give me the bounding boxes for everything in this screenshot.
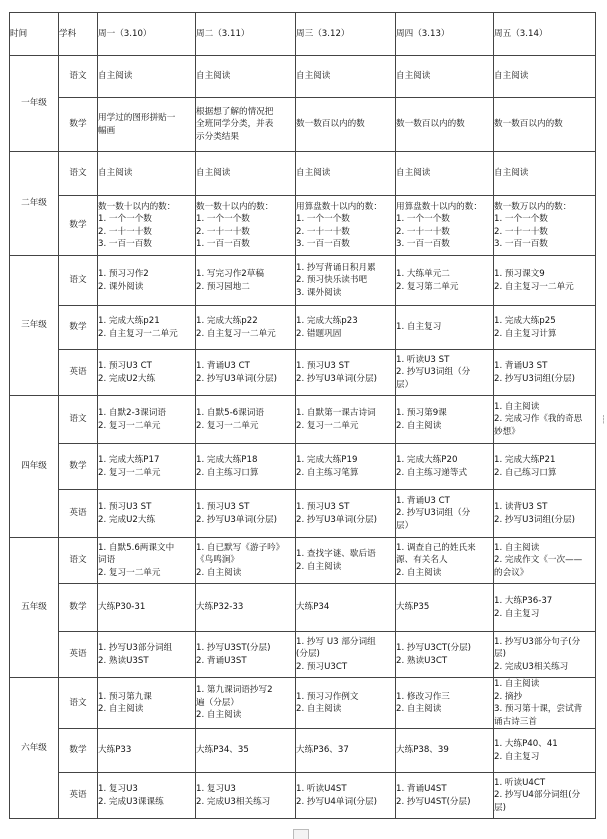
homework-item: 2. 自主练习口算: [196, 467, 259, 478]
table-row: [10, 584, 596, 632]
table-row: [10, 98, 596, 152]
homework-item: 1. 预习课文9: [494, 269, 545, 279]
homework-item: 2. 抄写U4单词(分层): [296, 796, 377, 807]
homework-cell: [196, 56, 296, 98]
homework-cell: [494, 350, 596, 396]
homework-cell: [296, 584, 396, 632]
homework-cell: [98, 729, 196, 773]
subject-label: 语文: [59, 152, 98, 196]
homework-item: 2. 抄写U3词组(分层): [494, 514, 575, 525]
homework-item: 2. 自己练习口算: [494, 467, 557, 478]
homework-item: 2. 自主阅读: [296, 561, 342, 572]
homework-item: 2. 错题巩固: [296, 328, 342, 339]
homework-item: 2. 完成U3相关练习: [494, 661, 569, 672]
grade-2-label: 二年级: [10, 152, 59, 256]
homework-item: 2. 抄写U4ST(分层): [396, 796, 471, 807]
homework-cell: [196, 632, 296, 678]
homework-item: 1. 完成大练p21: [98, 316, 160, 326]
homework-item: 2. 自主阅读: [296, 704, 342, 714]
homework-item: 1. 背诵U3 CT: [196, 361, 250, 371]
homework-cell: [196, 256, 296, 306]
homework-item: 2. 一十一十数: [296, 226, 350, 237]
homework-cell: [98, 584, 196, 632]
homework-cell: [494, 98, 596, 152]
homework-cell: [494, 632, 596, 678]
homework-item: 1. 预习U3 ST: [296, 361, 350, 371]
homework-cell: [98, 632, 196, 678]
homework-item: 自主阅读: [98, 168, 133, 179]
homework-cell: [296, 632, 396, 678]
homework-cell: [494, 56, 596, 98]
subject-label: 英语: [59, 632, 98, 678]
homework-item: 自主阅读: [396, 168, 431, 179]
homework-item: 1. 预习第九课: [98, 691, 152, 702]
subject-label: 语文: [59, 56, 98, 98]
homework-item: 2. 自主练习递等式: [396, 467, 468, 478]
table-row: [10, 678, 596, 729]
table-row: [10, 632, 596, 678]
homework-item: 用学过的图形拼贴一: [98, 113, 176, 123]
homework-item: 2. 自主阅读: [396, 420, 442, 431]
homework-item: 1. 自默5.6两课文中: [98, 542, 175, 553]
homework-cell: [196, 538, 296, 584]
homework-item: 大练P36、37: [296, 745, 349, 756]
homework-item: 1. 预习U3 ST: [296, 502, 350, 512]
homework-item: 层）: [396, 520, 414, 531]
homework-cell: [98, 773, 196, 819]
homework-item: 自主阅读: [98, 71, 133, 82]
homework-item: 自主阅读: [494, 168, 529, 179]
homework-item: 3. 课外阅读: [296, 287, 342, 298]
homework-item: 2. 背诵U3ST: [196, 655, 247, 666]
homework-item: 1. 背诵U3 ST: [494, 361, 548, 371]
homework-item: 2. 自主阅读: [196, 567, 242, 578]
homework-item: 大练P35: [396, 602, 430, 613]
homework-item: 1. 听读U4CT: [494, 777, 546, 788]
homework-item: 1. 大练P40、41: [494, 739, 558, 749]
homework-cell: [296, 396, 396, 444]
subject-label: 英语: [59, 490, 98, 538]
homework-cell: [196, 729, 296, 773]
homework-item: 自主阅读: [494, 71, 529, 82]
homework-cell: [196, 584, 296, 632]
homework-item: 1. 复习U3: [196, 784, 236, 794]
homework-cell: [296, 490, 396, 538]
homework-item: 1. 抄写U3部分句子(分: [494, 636, 581, 647]
homework-item: 2. 自主阅读: [196, 710, 242, 721]
homework-item: 1. 一个一个数: [196, 214, 250, 224]
homework-item: 2. 预习U3CT: [296, 661, 348, 672]
homework-cell: [494, 729, 596, 773]
homework-item: 大练P34、35: [196, 745, 249, 756]
homework-item: 1. 完成大练P21: [494, 455, 556, 465]
homework-cell: [296, 350, 396, 396]
subject-label: 语文: [59, 256, 98, 306]
subject-label: 数学: [59, 306, 98, 350]
homework-item: 1. 一个一个数: [494, 214, 548, 224]
table-row: [10, 729, 596, 773]
homework-item: 1. 完成大练p22: [196, 316, 258, 326]
table-row: [10, 152, 596, 196]
table-row: [10, 396, 596, 444]
homework-item: 2. 自主阅读: [98, 704, 144, 714]
homework-item: 2. 完成作文《一次——: [494, 555, 583, 566]
homework-cell: [296, 152, 396, 196]
homework-item: 1. 读背U3 ST: [494, 502, 548, 512]
homework-item: 1. 听读U4ST: [296, 784, 347, 794]
homework-cell: [98, 56, 196, 98]
header-day: 周四（3.13）: [396, 13, 494, 56]
homework-item: 2. 复习一二单元: [98, 567, 161, 578]
homework-item: 3. 预习第十课，尝试背: [494, 704, 583, 714]
homework-item: 1. 自默5-6课词语: [196, 408, 264, 418]
grade-4-label: 四年级: [10, 396, 59, 538]
homework-item: 1. 修改习作三: [396, 691, 450, 702]
homework-cell: [494, 584, 596, 632]
homework-cell: [396, 490, 494, 538]
homework-item: 3. 一百一百数: [296, 239, 350, 249]
homework-cell: [494, 490, 596, 538]
subject-label: 数学: [59, 729, 98, 773]
homework-schedule-table: [9, 12, 596, 819]
subject-label: 数学: [59, 98, 98, 152]
homework-cell: [296, 196, 396, 256]
homework-item: 1. 抄写背诵日积月累: [296, 262, 376, 273]
homework-cell: [98, 98, 196, 152]
homework-cell: [296, 98, 396, 152]
homework-item: 大练P38、39: [396, 745, 449, 756]
homework-item: 1. 预习习作2: [98, 269, 149, 279]
homework-item: 词语: [98, 555, 116, 566]
homework-item: 遍（分层）: [196, 697, 239, 708]
homework-item: 2. 摘抄: [494, 691, 523, 702]
homework-item: 1. 抄写U3ST(分层): [196, 643, 271, 653]
homework-item: 自主阅读: [196, 168, 231, 179]
homework-cell: [296, 773, 396, 819]
homework-item: 1. 查找字谜、歇后语: [296, 549, 376, 559]
homework-item: 2. 自主复习: [494, 608, 540, 619]
homework-item: 数一数十以内的数：: [196, 201, 274, 212]
subject-label: 英语: [59, 350, 98, 396]
homework-item: 根据想了解的情况把: [196, 106, 274, 117]
homework-item: 1. 抄写U3部分词组: [98, 643, 173, 653]
homework-item: 2. 自主阅读: [396, 567, 442, 578]
homework-item: 2. 完成U2大练: [98, 514, 156, 525]
subject-label: 语文: [59, 678, 98, 729]
homework-item: 2. 自主复习一二单元: [494, 281, 574, 292]
homework-cell: [396, 152, 494, 196]
homework-item: 1. 自已默写《游子吟》: [196, 542, 285, 553]
homework-item: 1. 一百一百数: [196, 239, 250, 249]
homework-item: 源、有关名人: [396, 555, 448, 566]
homework-cell: [396, 729, 494, 773]
homework-item: 1. 一个一个数: [396, 214, 450, 224]
homework-cell: [196, 196, 296, 256]
homework-item: 2. 抄写U3单词(分层): [296, 373, 377, 384]
homework-cell: [296, 538, 396, 584]
homework-item: 的会议》: [494, 567, 529, 578]
homework-cell: [296, 56, 396, 98]
homework-item: 1. 第九课词语抄写2: [196, 685, 273, 696]
header-row: [10, 13, 596, 56]
homework-item: 2. 复习一二单元: [296, 420, 359, 431]
homework-cell: [396, 396, 494, 444]
homework-cell: [196, 152, 296, 196]
homework-cell: [98, 152, 196, 196]
homework-item: 大练P30-31: [98, 602, 146, 613]
homework-item: 2. 一十一十数: [196, 226, 250, 237]
table-row: [10, 306, 596, 350]
homework-item: 1. 抄写 U3 部分词组: [296, 636, 376, 647]
homework-cell: [396, 538, 494, 584]
homework-item: 2. 复习第二单元: [396, 281, 459, 292]
homework-item: 自主阅读: [196, 71, 231, 82]
homework-item: 2. 一十一十数: [494, 226, 548, 237]
header-subject: 学科: [59, 13, 98, 56]
homework-cell: [98, 396, 196, 444]
homework-cell: [494, 152, 596, 196]
homework-cell: [98, 306, 196, 350]
homework-cell: [396, 632, 494, 678]
homework-item: 1. 一个一个数: [98, 214, 152, 224]
homework-cell: [494, 678, 596, 729]
homework-item: 1. 一个一个数: [296, 214, 350, 224]
homework-cell: [296, 256, 396, 306]
homework-cell: [396, 98, 494, 152]
homework-item: 1. 背诵U4ST: [396, 784, 447, 794]
homework-item: 妙想》: [494, 426, 520, 437]
homework-item: 2. 自主复习一二单元: [98, 328, 178, 339]
homework-cell: [494, 256, 596, 306]
homework-cell: [396, 444, 494, 490]
homework-item: 2. 自主阅读: [396, 704, 442, 714]
homework-cell: [396, 584, 494, 632]
homework-item: 2. 一十一十数: [396, 226, 450, 237]
homework-item: 用算盘数十以内的数：: [296, 201, 382, 212]
homework-item: 1. 自主阅读: [494, 542, 540, 553]
homework-item: 1. 自默第一课古诗词: [296, 408, 376, 418]
homework-cell: [396, 773, 494, 819]
table-row: [10, 56, 596, 98]
subject-label: 数学: [59, 196, 98, 256]
homework-cell: [494, 196, 596, 256]
homework-cell: [196, 444, 296, 490]
homework-cell: [296, 729, 396, 773]
homework-item: 2. 复习一二单元: [196, 420, 259, 431]
homework-item: 3. 一百一百数: [494, 239, 548, 249]
homework-item: 2. 抄写U3单词(分层): [196, 514, 277, 525]
homework-cell: [296, 306, 396, 350]
homework-item: 层): [494, 802, 506, 813]
table-row: [10, 773, 596, 819]
homework-item: 诵古诗三首: [494, 716, 537, 727]
homework-item: 2. 抄写U3词组(分层): [494, 373, 575, 384]
homework-cell: [98, 196, 196, 256]
homework-item: 1. 完成大练P17: [98, 455, 160, 465]
homework-item: 2. 自主复习计算: [494, 328, 557, 339]
homework-item: 2. 预习园地二: [196, 281, 250, 292]
homework-cell: [396, 306, 494, 350]
homework-item: 2. 复习一二单元: [98, 420, 161, 431]
homework-item: 大练P33: [98, 745, 132, 756]
homework-item: 1. 预习第9课: [396, 408, 447, 418]
header-day: 周三（3.12）: [296, 13, 396, 56]
header-day: 周一（3.10）: [98, 13, 196, 56]
homework-item: 2. 自主复习一二单元: [196, 328, 276, 339]
homework-item: 2. 一十一十数: [98, 226, 152, 237]
homework-item: 幅画: [98, 125, 116, 136]
grade-6-label: 六年级: [10, 678, 59, 819]
homework-item: 3. 一百一百数: [98, 239, 152, 249]
homework-item: 2. 自主复习: [494, 751, 540, 762]
homework-item: 1. 预习U3 ST: [98, 502, 152, 512]
grade-5-label: 五年级: [10, 538, 59, 678]
homework-cell: [494, 538, 596, 584]
homework-item: 层): [494, 649, 506, 660]
table-row: [10, 490, 596, 538]
homework-cell: [494, 444, 596, 490]
homework-item: 1. 自默2-3课词语: [98, 408, 166, 418]
table-body: [10, 56, 596, 819]
header-day: 周二（3.11）: [196, 13, 296, 56]
homework-item: 1. 大练单元二: [396, 269, 450, 279]
homework-item: 2. 抄写U3单词(分层): [196, 373, 277, 384]
homework-cell: [98, 490, 196, 538]
homework-item: 1. 完成大练P18: [196, 455, 258, 465]
homework-item: 1. 大练P36-37: [494, 596, 553, 606]
table-row: [10, 196, 596, 256]
homework-item: 1. 自主阅读: [494, 679, 540, 689]
homework-item: 2. 抄写U4部分词组(分: [494, 790, 581, 801]
homework-item: 2. 熟读U3CT: [396, 655, 448, 666]
homework-item: 自主阅读: [296, 71, 331, 82]
homework-item: 用算盘数十以内的数：: [396, 201, 482, 212]
grade-1-label: 一年级: [10, 56, 59, 152]
homework-cell: [98, 256, 196, 306]
homework-item: 1. 听读U3 ST: [396, 354, 450, 365]
header-day: 周五（3.14）: [494, 13, 596, 56]
homework-item: 1. 自主阅读: [494, 401, 540, 412]
homework-cell: [494, 306, 596, 350]
subject-label: 英语: [59, 773, 98, 819]
homework-item: 1. 抄写U3CT(分层): [396, 643, 472, 653]
homework-item: 2. 自主练习笔算: [296, 467, 359, 478]
homework-cell: [196, 396, 296, 444]
homework-cell: [396, 56, 494, 98]
homework-item: 2. 完成U3课课练: [98, 796, 164, 807]
homework-cell: [196, 773, 296, 819]
homework-item: 2. 完成U3相关练习: [196, 796, 271, 807]
homework-item: 1. 预习习作例文: [296, 691, 359, 702]
homework-item: 数一数百以内的数: [494, 119, 563, 130]
homework-item: (分层): [296, 649, 320, 660]
homework-item: 2. 复习一二单元: [98, 467, 161, 478]
homework-item: 2. 抄写U3单词(分层): [296, 514, 377, 525]
table-row: [10, 350, 596, 396]
homework-item: 数一数万以内的数：: [494, 201, 572, 212]
homework-item: 2. 抄写U3词组（分: [396, 367, 471, 378]
header-time: 时间: [10, 13, 59, 56]
homework-cell: [396, 350, 494, 396]
homework-item: 2. 课外阅读: [98, 281, 144, 292]
homework-item: 自主阅读: [396, 71, 431, 82]
table-row: [10, 538, 596, 584]
homework-cell: [196, 98, 296, 152]
homework-item: 3. 一百一百数: [396, 239, 450, 249]
homework-cell: [396, 678, 494, 729]
homework-item: 1. 完成大练P19: [296, 455, 358, 465]
homework-item: 数一数十以内的数：: [98, 201, 176, 212]
homework-item: 1. 完成大练p25: [494, 316, 556, 326]
homework-item: 自主阅读: [296, 168, 331, 179]
homework-cell: [296, 444, 396, 490]
homework-item: 1. 完成大练p23: [296, 316, 358, 326]
homework-item: 数一数百以内的数: [396, 119, 465, 130]
homework-item: 1. 预习U3 CT: [98, 361, 152, 371]
homework-item: 1. 背诵U3 CT: [396, 495, 450, 506]
homework-item: 层）: [396, 379, 414, 390]
homework-item: 大练P34: [296, 602, 330, 613]
homework-item: 示分类结果: [196, 131, 239, 142]
subject-label: 语文: [59, 396, 98, 444]
homework-item: 1. 复习U3: [98, 784, 138, 794]
subject-label: 语文: [59, 538, 98, 584]
homework-cell: [196, 678, 296, 729]
homework-item: 1. 自主复习: [396, 322, 442, 333]
subject-label: 数学: [59, 444, 98, 490]
homework-cell: [98, 444, 196, 490]
homework-cell: [494, 396, 596, 444]
table-row: [10, 256, 596, 306]
homework-cell: [98, 678, 196, 729]
homework-item: 1. 写完习作2草稿: [196, 269, 264, 279]
homework-cell: [396, 256, 494, 306]
grade-3-label: 三年级: [10, 256, 59, 396]
homework-item: 2. 抄写U3词组（分: [396, 508, 471, 519]
side-marker: ┆: [601, 415, 606, 424]
homework-item: 1. 调查自己的姓氏来: [396, 542, 476, 553]
homework-cell: [396, 196, 494, 256]
homework-item: 《鸟鸣涧》: [196, 555, 239, 566]
homework-item: 数一数百以内的数: [296, 119, 365, 130]
homework-cell: [494, 773, 596, 819]
homework-item: 2. 完成U2大练: [98, 373, 156, 384]
homework-cell: [98, 350, 196, 396]
homework-item: 1. 预习U3 ST: [196, 502, 250, 512]
homework-cell: [98, 538, 196, 584]
homework-item: 2. 预习快乐读书吧: [296, 275, 368, 286]
homework-item: 2. 熟读U3ST: [98, 655, 149, 666]
homework-cell: [296, 678, 396, 729]
homework-cell: [196, 350, 296, 396]
homework-item: 1. 完成大练P20: [396, 455, 458, 465]
homework-cell: [196, 306, 296, 350]
subject-label: 数学: [59, 584, 98, 632]
table-row: [10, 444, 596, 490]
homework-item: 全班同学分类，并表: [196, 119, 274, 130]
homework-cell: [196, 490, 296, 538]
homework-item: 2. 完成习作《我的奇思: [494, 414, 583, 425]
homework-item: 大练P32-33: [196, 602, 244, 613]
